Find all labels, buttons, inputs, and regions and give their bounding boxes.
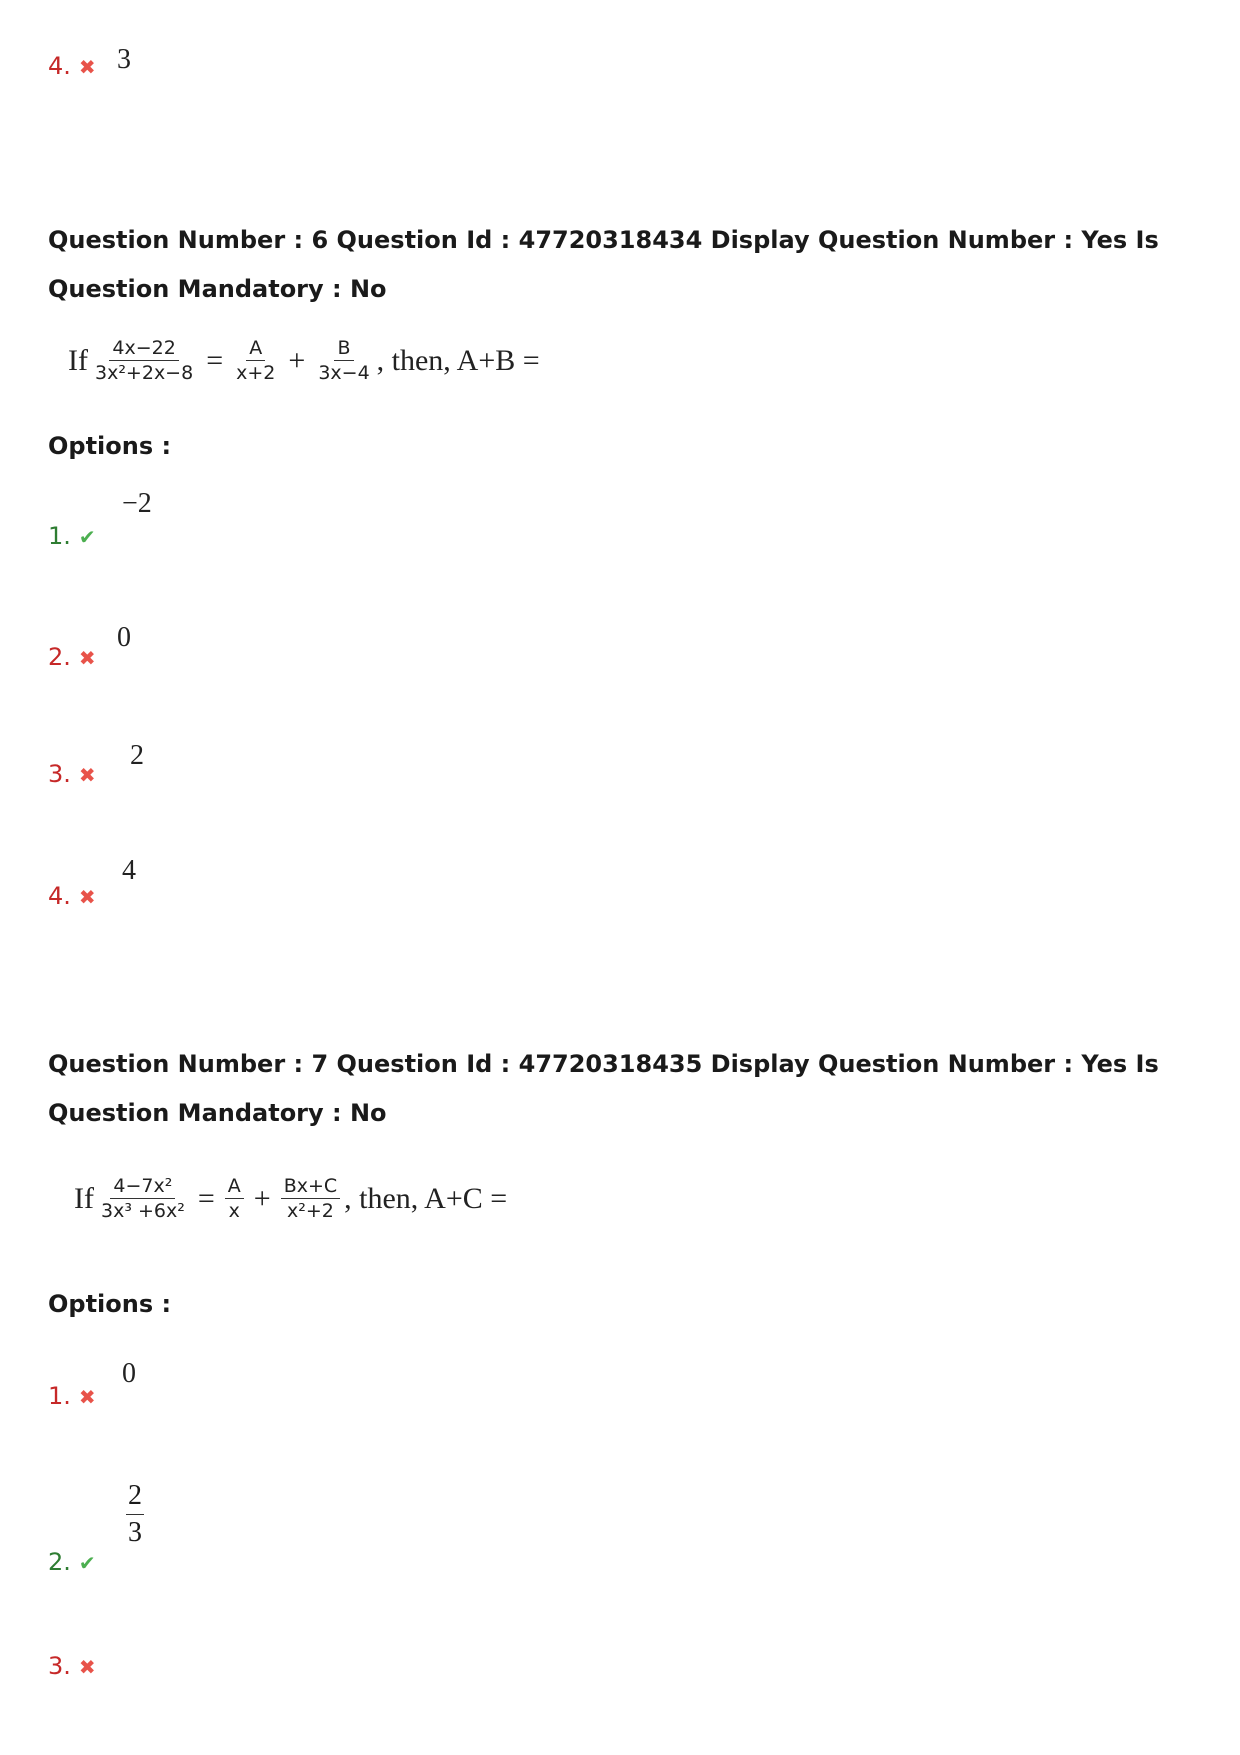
a-denominator: x [228,1200,240,1222]
cross-icon: ✖ [78,763,96,787]
option-4[interactable] [48,882,96,910]
lhs-denominator: 3x²+2x−8 [94,362,194,384]
fraction-denominator: 3 [128,1517,142,1548]
cross-icon: ✖ [78,1385,96,1409]
option-1[interactable] [48,522,96,550]
cross-icon: ✖ [78,885,96,909]
option-number: 4. [48,882,71,910]
option-number: 3. [48,1652,71,1680]
option-number: 2. [48,643,71,671]
option-value: 0 [117,622,131,653]
equals-sign: = [206,343,224,377]
option-number: 1. [48,1382,71,1410]
b-fraction [281,1174,340,1223]
lhs-denominator: 3x³ +6x² [100,1200,185,1222]
option-2[interactable] [48,1548,96,1576]
b-denominator: x²+2 [286,1200,334,1222]
b-denominator: 3x−4 [318,362,370,384]
a-numerator: A [246,336,265,361]
a-denominator: x+2 [236,362,276,384]
option-value: 3 [117,44,131,75]
cross-icon: ✖ [78,55,96,79]
stem-suffix: , then, A+B = [376,343,540,377]
lhs-fraction [92,336,196,385]
plus-sign: + [288,343,306,377]
check-icon: ✔ [78,1551,96,1575]
option-value-fraction [126,1478,144,1551]
plus-sign: + [253,1181,271,1215]
a-fraction [225,1174,244,1223]
cross-icon: ✖ [78,646,96,670]
question-6-stem [68,336,540,385]
option-value: −2 [122,488,152,519]
options-label: Options : [48,432,172,460]
question-6-header: Question Number : 6 Question Id : 47720318434 Display Question Number : Yes Is Question Mandatory : No [48,226,1159,303]
option-4-prev [48,52,96,80]
stem-suffix: , then, A+C = [344,1181,508,1215]
option-value: 0 [122,1358,136,1389]
lhs-numerator: 4x−22 [109,336,178,361]
cross-icon: ✖ [78,1655,96,1679]
a-fraction [233,336,278,385]
option-2[interactable] [48,643,96,671]
check-icon: ✔ [78,525,96,549]
a-numerator: A [225,1174,244,1199]
lhs-numerator: 4−7x² [110,1174,175,1199]
option-value: 2 [130,740,144,771]
b-numerator: B [334,336,353,361]
question-7-header: Question Number : 7 Question Id : 47720318435 Display Question Number : Yes Is Question Mandatory : No [48,1050,1159,1127]
option-3[interactable] [48,1652,96,1680]
equals-sign: = [197,1181,215,1215]
options-label: Options : [48,1290,172,1318]
b-fraction [315,336,372,385]
question-7-stem [74,1174,507,1223]
option-number: 2. [48,1548,71,1576]
option-number: 3. [48,760,71,788]
fraction-numerator: 2 [126,1478,144,1515]
option-number: 1. [48,522,71,550]
stem-prefix: If [68,343,88,377]
option-value: 4 [122,855,136,886]
stem-prefix: If [74,1181,94,1215]
option-number: 4. [48,52,71,80]
b-numerator: Bx+C [281,1174,340,1199]
option-1[interactable] [48,1382,96,1410]
lhs-fraction [98,1174,188,1223]
option-3[interactable] [48,760,96,788]
